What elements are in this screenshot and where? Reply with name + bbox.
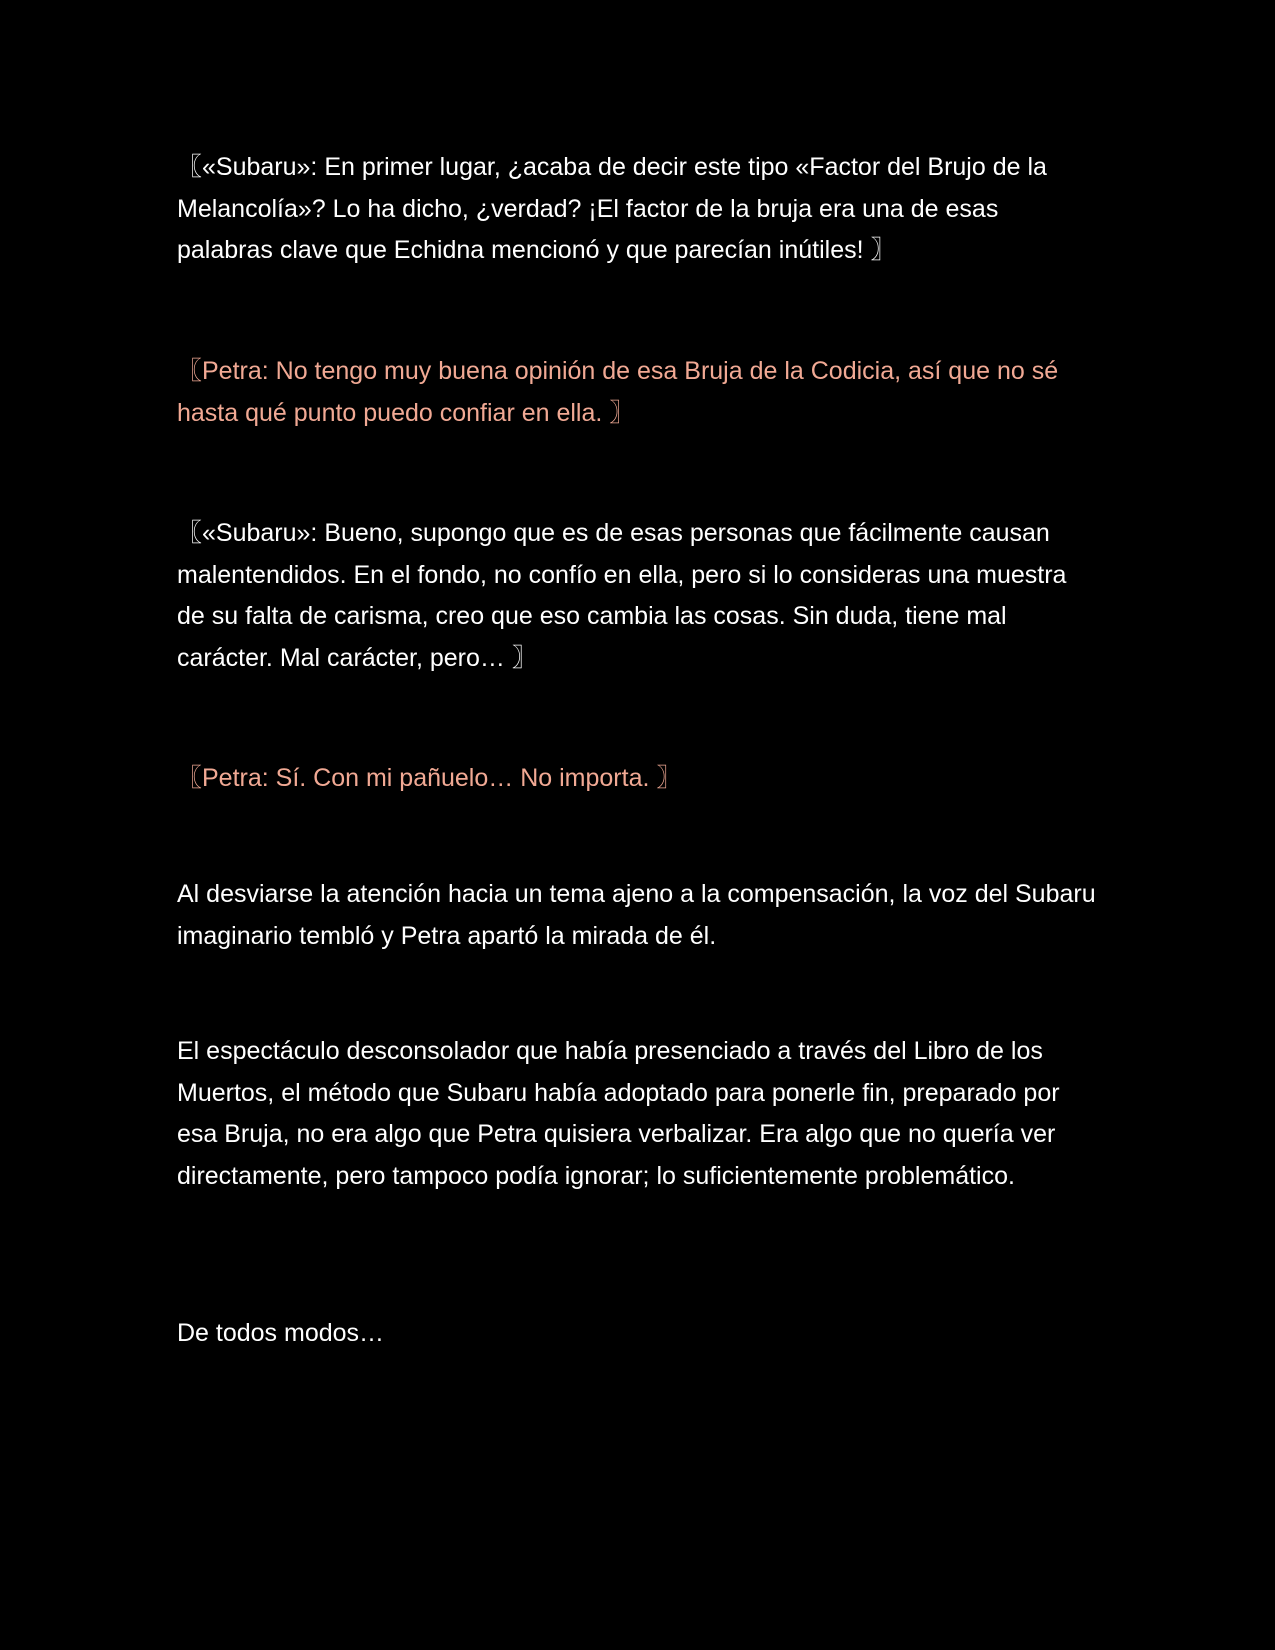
petra-dialogue-paragraph: 〖Petra: Sí. Con mi pañuelo… No importa. 〗 [177, 764, 682, 792]
narration-paragraph: Al desviarse la atención hacia un tema ajeno a la compensación, la voz del Subaru imaginario tembló y Petra apartó la mirada de él. [177, 880, 1096, 950]
narration-paragraph: De todos modos… [177, 1319, 385, 1347]
subaru-dialogue-paragraph: 〖«Subaru»: Bueno, supongo que es de esas personas que fácilmente causan malentendidos. En el fondo, no confío en ella, pero si lo consideras una muestra de su falta de carisma, creo que eso cambia las cosas. Sin duda, tiene mal carácter. Mal carácter, pero… 〗 [177, 519, 1067, 672]
narration-paragraph: El espectáculo desconsolador que había presenciado a través del Libro de los Muertos, el método que Subaru había adoptado para ponerle fin, preparado por esa Bruja, no era algo que Petra quisiera verbalizar. Era algo que no quería ver directamente, pero tampoco podía ignorar; lo suficientemente problemático. [177, 1037, 1060, 1190]
subaru-dialogue-paragraph: 〖«Subaru»: En primer lugar, ¿acaba de decir este tipo «Factor del Brujo de la Melancolía»? Lo ha dicho, ¿verdad? ¡El factor de la bruja era una de esas palabras clave que Echidna mencionó y que parecían inútiles! 〗 [177, 153, 1047, 264]
petra-dialogue-paragraph: 〖Petra: No tengo muy buena opinión de esa Bruja de la Codicia, así que no sé hasta qué punto puedo confiar en ella. 〗 [177, 357, 1059, 427]
